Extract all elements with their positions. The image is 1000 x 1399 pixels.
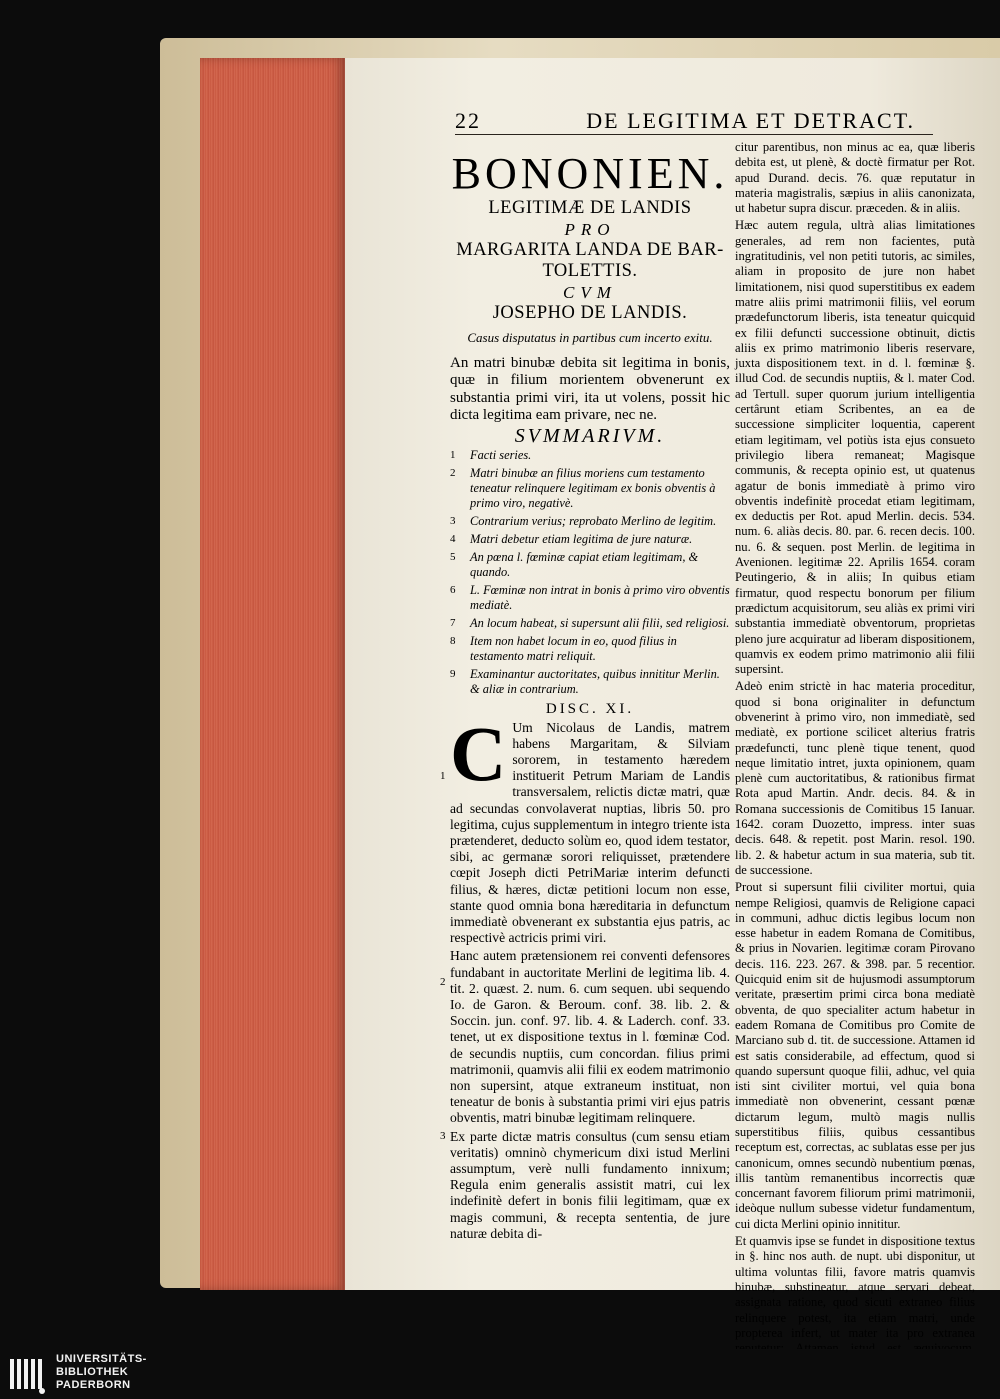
question-text: An matri binubæ debita sit legitima in bonis, quæ in filium morientem obvenerunt ex substantia primi viri, ita ut volens, possit hic dicta legitima eam privare, nec ne.	[450, 355, 730, 423]
item-text: Facti series.	[470, 448, 532, 463]
summarium-item	[450, 466, 730, 511]
summarium-heading: SVMMARIVM.	[514, 425, 666, 448]
body-paragraph: Um Nicolaus de Landis, matrem habens Margaritam, & Silviam sororem, in testamento hæredem instituerit Petrum Mariam de Landis transversalem, relictis dictæ matri, quæ ad secundas convolaverat nuptias, libris 50. pro legitima, cujus supplementum in integro triente ista prætenderet, deducto solùm eo, quod idem testator, sibi, ac germanæ sorori reliquisset, prætendere cœpit Joseph dicti PetriMariæ interim defuncti filius, & hæres, dictæ petitioni locum non esse, stante quod omnia bona hæreditaria in defunctum immediatè obvenerant ex substantia ejus patris, ac respectivè actricis primi viri.	[450, 719, 730, 946]
drop-cap: C	[450, 709, 507, 797]
library-name-line: UNIVERSITÄTS-	[56, 1353, 147, 1365]
library-logo-bar	[0, 1349, 1000, 1399]
item-text: Contrarium verius; reprobato Merlino de legitim.	[470, 514, 717, 529]
summarium-item	[450, 616, 730, 631]
case-title-line: MARGARITA LANDA DE BAR-	[456, 240, 724, 260]
library-name-line: PADERBORN	[56, 1379, 131, 1391]
item-number: 9	[450, 668, 456, 681]
item-number: 6	[450, 584, 456, 597]
running-head	[455, 108, 915, 134]
body-paragraph: Hanc autem prætensionem rei conventi defensores fundabant in auctoritate Merlini de legitima lib. 4. tit. 2. quæst. 2. num. 6. cum sequen. ubi sequendo Io. de Garon. & Beroum. conf. 38. lib. 2. & Soccin. jun. conf. 97. lib. 4. & Laderch. conf. 33. tenet, ut ex dispositione textus in l. fœminæ Cod. de secundis nuptiis, cum concordan. filius primi matrimonii, quamvis alii filii ex eodem matrimonio non supersint, atque extraneum instituat, non teneatur de bonis à substantia primi viri ejus patris obventis, matri binubæ legitimam relinquere.	[450, 948, 730, 1126]
right-column	[735, 140, 975, 1340]
item-number: 8	[450, 635, 456, 648]
summarium-list	[450, 448, 730, 697]
body-paragraph: Prout si supersunt filii civiliter mortui, quia nempe Religiosi, quamvis de Religione capaci in communi, adhuc dictis legibus locum non esse habetur in eadem Romana de Comitibus, & prius in Novarien. legitimæ coram Pirovano decis. 116. 223. 267. & 398. par. 5 recentior. Quicquid enim sit de hujusmodi assumptorum veritate, præsertim primi circa bona mediatè obventa, de quo specialiter actum habetur in eadem Romana de Comitibus pro Comite de Marciano sub d. tit. de successione. Attamen id est satis considerabile, ad effectum, quod si quando supersunt quoque filii, adhuc, vel quia isti sint civiliter mortui, vel quia bona immediatè non obvenerint, cessant pœnæ dictarum legum, multò magis nullis superstitibus filiis, quibus cessantibus receptum est, correctas, ac sublatas esse per jus canonicum, omnes secundò nubentium pœnas, illis tantùm remanentibus incorrectis quæ concernant favorem filiorum primi matrimonii, ideòque nullum subesse videtur fundamentum, cui dicta Merlini opinio innititur.	[735, 880, 975, 1231]
case-title-line: JOSEPHO DE LANDIS.	[492, 303, 688, 323]
case-title-cum: CVM	[563, 283, 617, 302]
head-rule	[455, 134, 933, 135]
library-logo-icon	[8, 1353, 46, 1395]
body-paragraph: citur parentibus, non minus ac ea, quæ liberis debita est, ut plenè, & doctè firmatur per Rot. apud Durand. decis. 76. quæ reputatur in materia magistralis, sæpius in aliis canonizata, ut habetur supra discur. præceden. & in aliis.	[735, 140, 975, 216]
body-paragraph: Et quamvis ipse se fundet in dispositione textus in §. hinc nos auth. de nupt. ubi disponitur, ut ultima voluntas filii, favore matris quamvis binubæ, substineatur, atque servari debeat, assignata ratione, quod sicuti extraneo filius relinquere potest, ita etiam matri, unde propterea infert, ut mater ita pro extranea	[735, 1234, 975, 1340]
summarium-item	[450, 550, 730, 580]
item-number: 5	[450, 551, 456, 564]
page-number: 22	[455, 108, 481, 133]
case-title-line: TOLETTIS.	[542, 261, 638, 281]
case-title-pro: PRO	[564, 220, 616, 239]
item-text: An pœna l. fœminæ capiat etiam legitimam, & quando.	[470, 550, 699, 580]
body-paragraph: Hæc autem regula, ultrà alias limitationes generales, ad rem non facientes, putà ingratitudinis, vel non petiti tutoris, ac similes, aliam in proposito de jure non habet limitationem, nisi quod superstitibus ex eadem matre aliis primi matrimonii filiis, vel eorum prædefunctorum liberis, ista teneatur quicquid ex filii defuncti successione obtinuit, dictis aliis ex primo matrimonio liberis reservare, juxta dispositionem text. in d. l. fœminæ §. illud Cod. de secundis nuptiis, & l. mater Cod. ad Tertull. super quorum jurium intelligentia certârunt etiam Scribentes, an ea de successione simpliciter loquentia, caperent etiam legitimam, vel potiùs ista ejus consueto privilegio libera remaneat; Magisque communis, & recepta opinio est, ut quatenus agatur de bonis immediatè à primo viro obventis indefinitè procedat etiam legitimam, ex deductis per Rot. apud Merlin. decis. 534. num. 6. aliàs decis. 80. par. 6. recen decis. 100. nu. 6. & sequen. post Merlin. de legitima in Avenionen. legitimæ 22. Aprilis 1654. coram Peutingerio, & in aliis; In quibus etiam firmatur, quod respectu bonorum per filium prædictum acquisitorum, seu aliàs ex primi viri substantia immediatè obventorum, proprietas pleno jure acquiratur ad liberam dispositionem, quamvis ex eodem primo matrimonio alii filii supersint.	[735, 218, 975, 677]
summarium-item	[450, 532, 730, 547]
item-text: Examinantur auctoritates, quibus innititur Merlin. & aliæ in contrarium.	[470, 667, 720, 697]
item-text: L. Fœminæ non intrat in bonis à primo viro obventis mediatè.	[470, 583, 730, 613]
margin-number: 2	[440, 976, 446, 988]
item-text: An locum habeat, si supersunt alii filii, sed religiosi.	[470, 616, 730, 631]
item-text: Matri binubæ an filius moriens cum testamento teneatur relinquere legitimam ex bonis obventis à primo viro, negativè.	[470, 466, 716, 511]
margin-number: 3	[440, 1130, 446, 1142]
item-number: 7	[450, 617, 456, 630]
item-number: 3	[450, 515, 456, 528]
item-number: 4	[450, 533, 456, 546]
library-name-line: BIBLIOTHEK	[56, 1366, 129, 1378]
summarium-item	[450, 514, 730, 529]
body-paragraph: Adeò enim strictè in hac materia proceditur, quod si bona originaliter in defunctum obvenerint à primo viro, non immediatè, sed mediatè, ex portione scilicet alterius fratris prædefuncti, tunc plenè tique tenent, quod neque limitatio intret, juxta opinionem, quam plenè cum auctoritatibus, & rationibus firmat Rota apud Martin. Andr. decis. 84. & in Romana successionis de Comitibus 15 Ianuar. 1642. coram Duozetto, impress. inter suas decis. 648. & repetit. post Marin. resol. 190. lib. 2. & habetur actum in sua materia, sub tit. de successione.	[735, 679, 975, 877]
casus-note: Casus disputatus in partibus cum incerto exitu.	[467, 330, 713, 345]
item-text: Item non habet locum in eo, quod filius in testamento matri reliquit.	[470, 634, 677, 664]
case-title-main: BONONIEN.	[451, 149, 729, 198]
case-title-line: LEGITIMÆ DE LANDIS	[488, 198, 692, 218]
margin-number: 1	[440, 770, 446, 782]
left-column	[450, 140, 730, 1244]
item-number: 1	[450, 449, 456, 462]
discourse-heading: DISC. XI.	[545, 701, 635, 718]
page-edge-red	[200, 58, 345, 1290]
item-text: Matri debetur etiam legitima de jure naturæ.	[470, 532, 693, 547]
summarium-item	[450, 667, 730, 697]
summarium-item	[450, 634, 730, 664]
item-number: 2	[450, 467, 456, 480]
body-paragraph: Ex parte dictæ matris consultus (cum sensu etiam veritatis) omninò chymericum dixi istud Merlini assumptum, verè nulli fundamento innixum; Regula enim generalis assistit matri, cui lex indefinitè defert in bonis filii legitimam, quæ ex magis communi, & recepta sententia, de jure naturæ debita di-	[450, 1128, 730, 1241]
summarium-item	[450, 448, 730, 463]
library-name	[56, 1353, 147, 1392]
summarium-item	[450, 583, 730, 613]
running-title: DE LEGITIMA ET DETRACT.	[586, 108, 915, 133]
